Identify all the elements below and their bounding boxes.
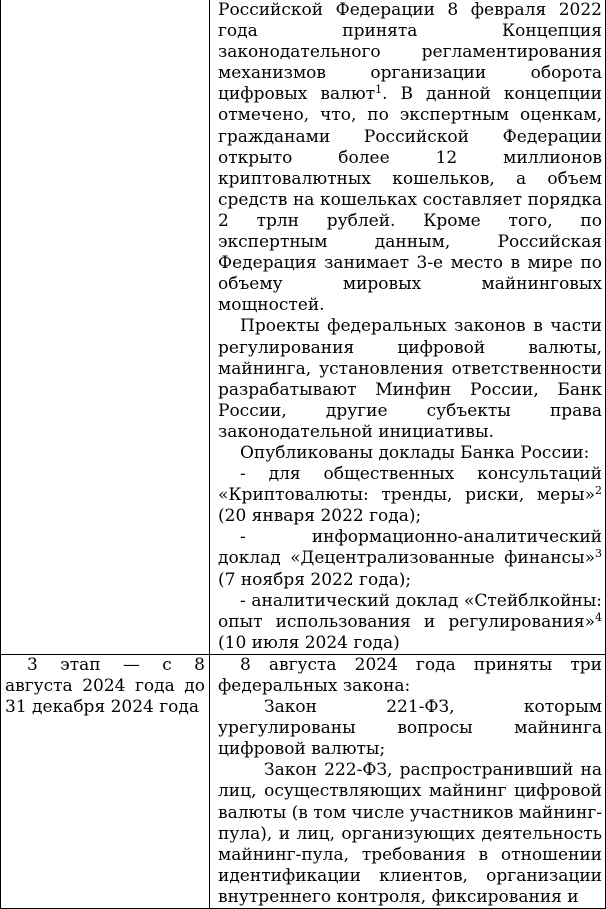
list-item-report: - для общественных консультаций «Криптовалюты: тренды, риски, меры»$^2$ (20 января 2022 года); bbox=[218, 464, 602, 527]
description-cell bbox=[210, 654, 606, 908]
stage-label: 3 этап — с 8 августа 2024 года до 31 декабря 2024 года bbox=[5, 654, 205, 718]
stage-cell bbox=[1, 0, 210, 654]
paragraph-reports-intro: Опубликованы доклады Банка России: bbox=[240, 442, 590, 463]
table-row bbox=[1, 654, 606, 908]
description-cell bbox=[210, 0, 606, 654]
footnote-ref: 2 bbox=[595, 484, 602, 498]
list-item-report: - информационно-аналитический доклад «Децентрализованные финансы»$^3$ (7 ноября 2022 года); bbox=[218, 527, 602, 590]
paragraph-law-221: Закон 221-ФЗ, которым урегулированы вопросы майнинга цифровой валюты; bbox=[218, 697, 602, 760]
paragraph-draft-laws: Проекты федеральных законов в части регулирования цифровой валюты, майнинга, установления ответственности разрабатывают Минфин России, Банк России, другие субъекты права законодательной инициативы. bbox=[218, 316, 602, 442]
footnote-ref: 4 bbox=[595, 610, 602, 624]
footnote-ref: 3 bbox=[595, 547, 602, 561]
footnote-ref: 1 bbox=[375, 83, 383, 97]
list-item-report: - аналитический доклад «Стейблкойны: опыт использования и регулирования»$^4$ (10 июля 2024 года) bbox=[218, 590, 602, 653]
paragraph-concept: Российской Федерации 8 февраля 2022 года принята Концепция законодательного регламентирования механизмов организации оборота цифровых валют$^1$. В данной концепции отмечено, что, по экспертным оценкам, гражданами Российской Федерации открыто более 12 миллионов криптовалютных кошельков, а объем средств на кошельках составляет порядка 2 трлн рублей. Кроме того, по экспертным данным, Российская Федерация занимает 3-е место в мире по объему мировых майнинговых мощностей. bbox=[218, 0, 602, 316]
stage-cell bbox=[1, 654, 210, 908]
paragraph-laws-intro: 8 августа 2024 года приняты три федеральных закона: bbox=[218, 654, 602, 696]
table-row bbox=[1, 0, 606, 654]
paragraph-law-222: Закон 222-ФЗ, распространивший на лиц, осуществляющих майнинг цифровой валюты (в том числе участников майнинг-пула), и лиц, организующих деятельность майнинг-пула, требования в отношении идентификации клиентов, организации внутреннего контроля, фиксирования и bbox=[218, 760, 603, 907]
